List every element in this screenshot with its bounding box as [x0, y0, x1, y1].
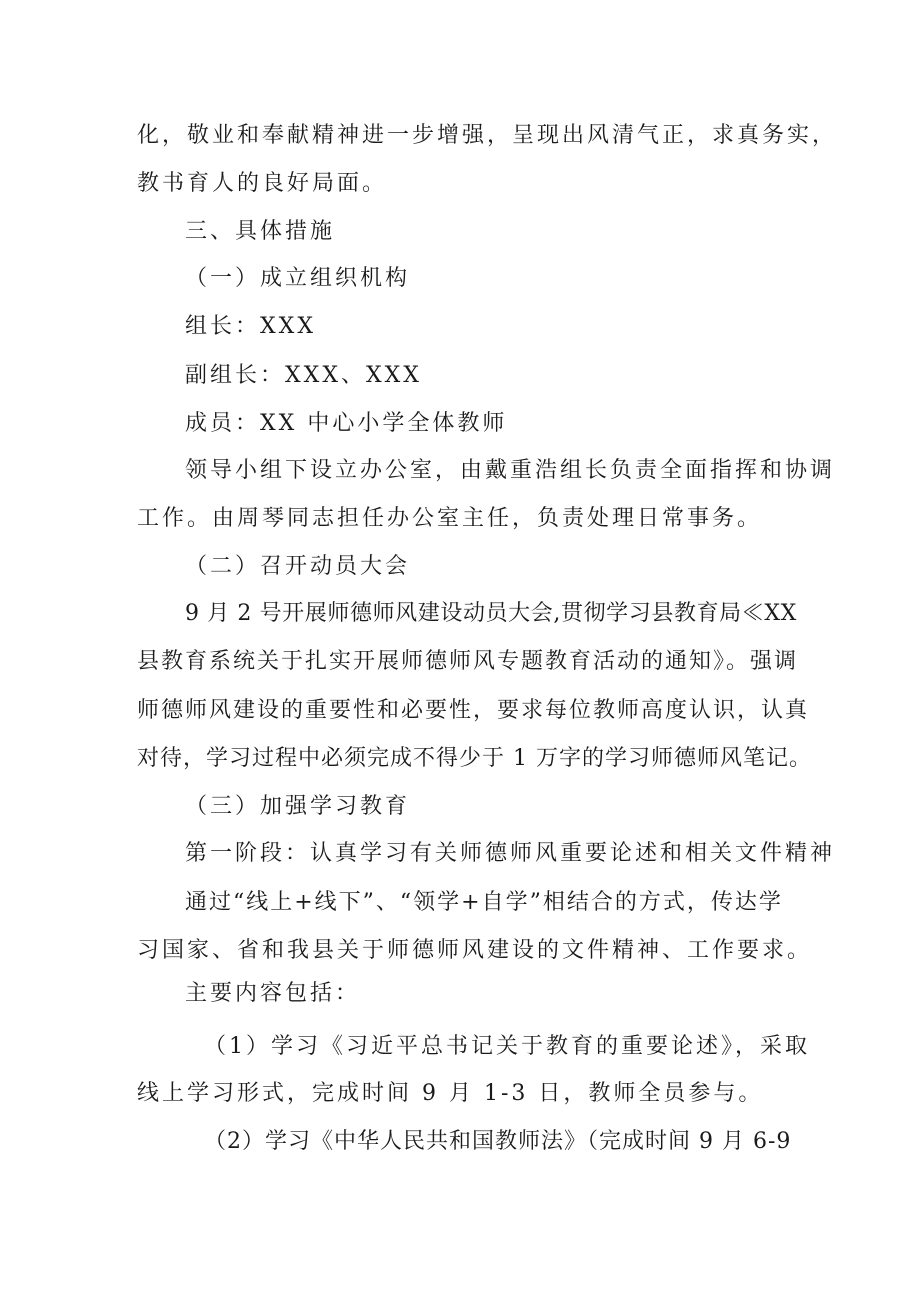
paragraph-line: 第一阶段：认真学习有关师德师风重要论述和相关文件精神	[185, 841, 836, 866]
paragraph-line: 领导小组下设立办公室，由戴重浩组长负责全面指挥和协调	[185, 458, 836, 483]
list-item-continuation: 线上学习形式，完成时间 9 月 1-3 日，教师全员参与。	[137, 1081, 764, 1106]
paragraph-line: 教书育人的良好局面。	[137, 171, 388, 196]
section-heading: 三、具体措施	[185, 219, 336, 244]
paragraph-line: 化，敬业和奉献精神进一步增强，呈现出风清气正，求真务实，	[137, 123, 838, 148]
paragraph-line: 9 月 2 号开展师德师风建设动员大会,贯彻学习县教育局≪XX	[185, 601, 797, 626]
paragraph-line: 习国家、省和我县关于师德师风建设的文件精神、工作要求。	[137, 938, 813, 963]
subsection-heading: （三）加强学习教育	[185, 794, 411, 819]
paragraph-line: 副组长：XXX、XXX	[185, 363, 422, 388]
paragraph-line: 对待，学习过程中必须完成不得少于 1 万字的学习师德师风笔记。	[137, 746, 812, 771]
subsection-heading: （二）召开动员大会	[185, 554, 411, 579]
paragraph-line: 组长：XXX	[185, 314, 316, 339]
subsection-heading: （一）成立组织机构	[185, 266, 411, 291]
paragraph-line: 工作。由周琴同志担任办公室主任，负责处理日常事务。	[137, 506, 763, 531]
paragraph-line: 师德师风建设的重要性和必要性，要求每位教师高度认识，认真	[137, 698, 810, 723]
paragraph-line: 成员：XX 中心小学全体教师	[185, 411, 508, 436]
paragraph-line: 主要内容包括：	[185, 981, 361, 1006]
list-item: （2）学习《中华人民共和国教师法》（完成时间 9 月 6-9	[204, 1129, 792, 1154]
list-item: （1）学习《习近平总书记关于教育的重要论述》，采取	[204, 1034, 810, 1059]
paragraph-line: 县教育系统关于扎实开展师德师风专题教育活动的通知》。强调	[137, 649, 799, 674]
paragraph-line: 通过“线上+线下”、“领学+自学”相结合的方式，传达学	[185, 890, 783, 915]
